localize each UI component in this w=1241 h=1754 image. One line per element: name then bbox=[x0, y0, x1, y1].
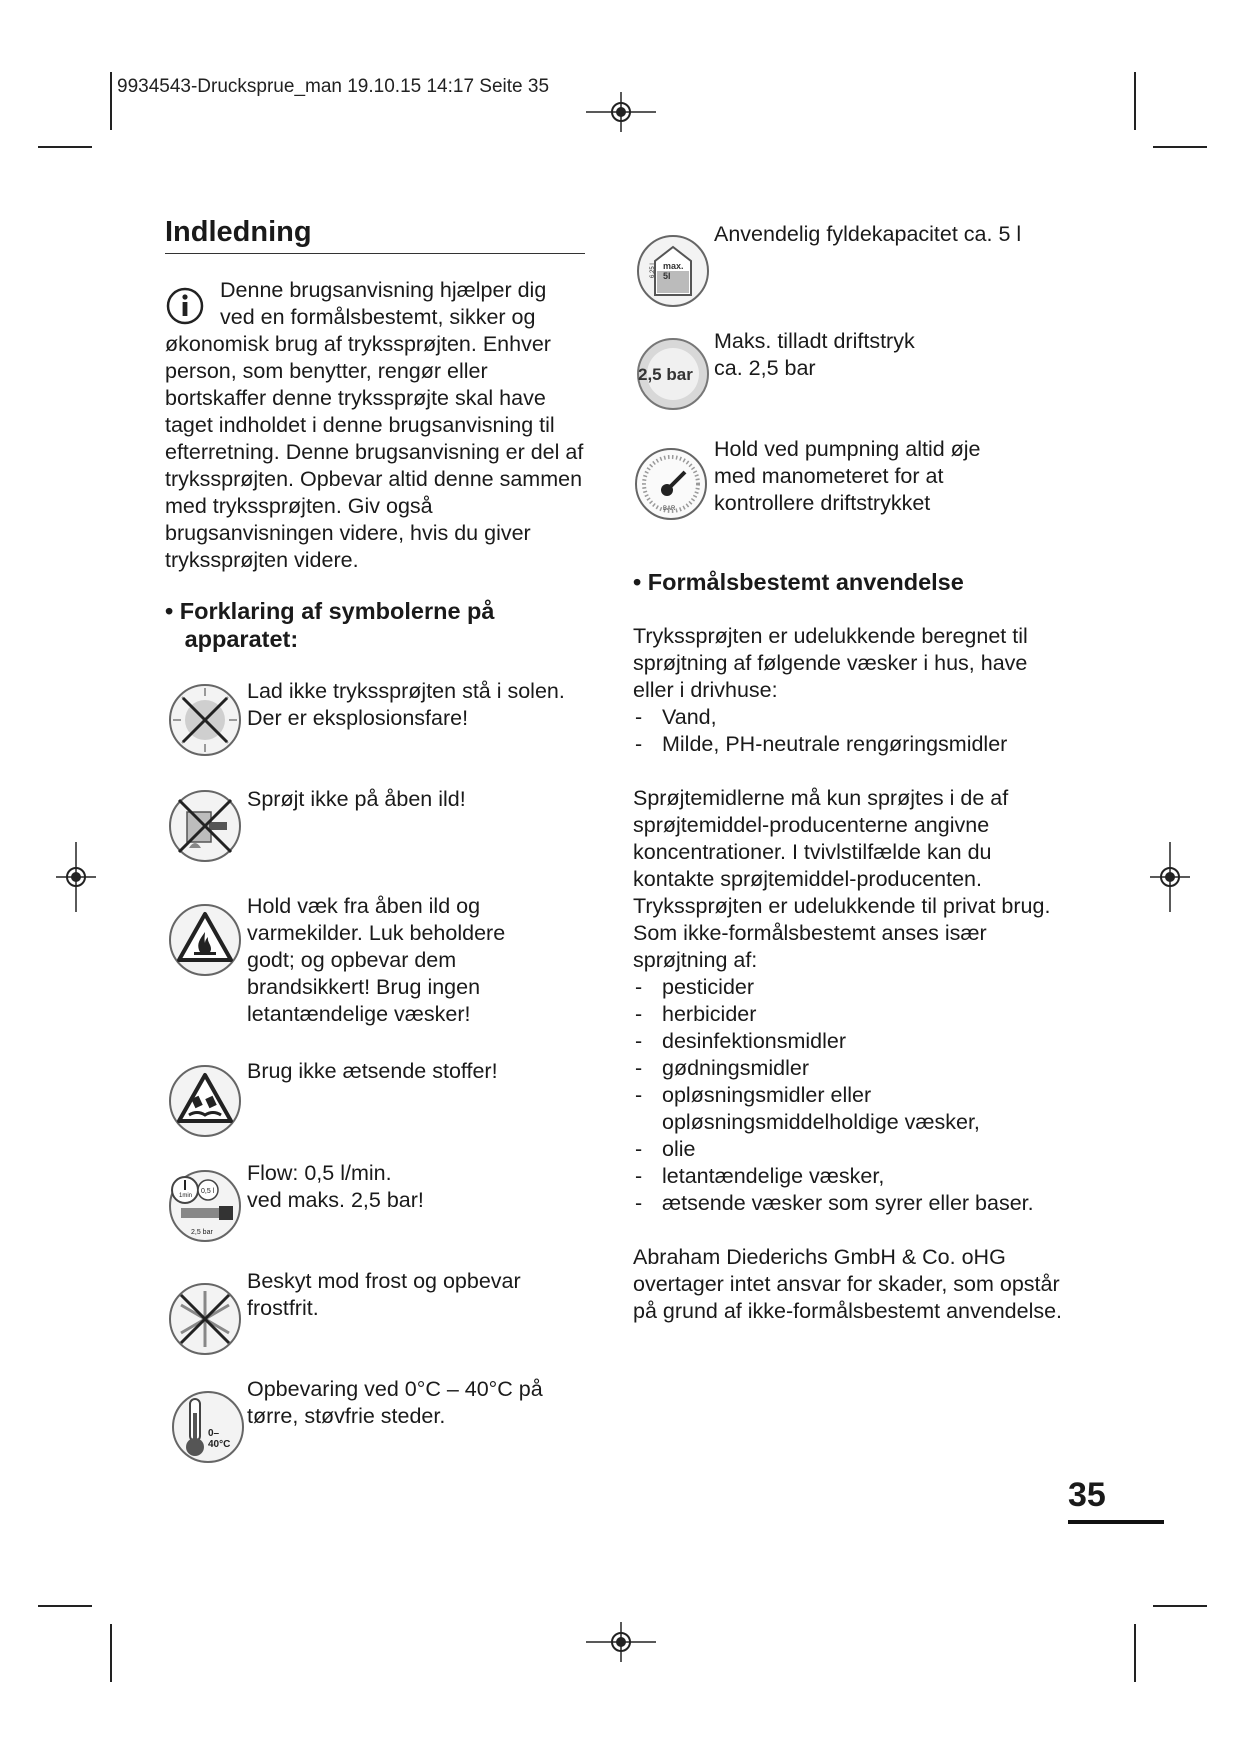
list-item: - letantændelige væsker, bbox=[633, 1163, 1073, 1190]
capacity-level-label: 6,25 l bbox=[650, 263, 656, 278]
symbols-heading: • Forklaring af symbolerne på apparatet: bbox=[165, 598, 495, 652]
registration-mark-top bbox=[586, 92, 656, 132]
page-number-rule bbox=[1068, 1520, 1164, 1524]
purpose-heading: • Formålsbestemt anvendelse bbox=[633, 569, 964, 595]
corrosive-warning-icon bbox=[167, 1063, 243, 1139]
symbol-text: Maks. tilladt driftstryk ca. 2,5 bar bbox=[714, 329, 915, 380]
intro-first-lines: Denne brugsanvisning hjælper dig ved en formålsbestemt, sikker og bbox=[220, 278, 547, 329]
list-item: - gødningsmidler bbox=[633, 1055, 1073, 1082]
list-item: - pesticider bbox=[633, 974, 1073, 1001]
capacity-icon bbox=[635, 233, 711, 309]
symbol-text: Brug ikke ætsende stoffer! bbox=[247, 1059, 498, 1083]
symbol-text: Lad ikke trykssprøjten stå i solen. Der er eksplosionsfare! bbox=[247, 679, 565, 730]
intro-rest: økonomisk brug af trykssprøjten. Enhver person, som benytter, rengør eller bortskaffer denne trykssprøjte skal have taget indholdet i denne brugsanvisning til efterretning. Denne brugsanvisning er del af trykssprøjten. Opbevar altid denne sammen med trykssprøjten. Giv også brugsanvisningen videre, hvis du giver trykssprøjten videre. bbox=[165, 332, 584, 572]
symbol-text: Sprøjt ikke på åben ild! bbox=[247, 787, 466, 811]
thermometer-icon bbox=[170, 1389, 246, 1465]
symbol-text: Hold ved pumpning altid øje med manometeret for at kontrollere driftstrykket bbox=[714, 437, 981, 515]
list-item: - ætsende væsker som syrer eller baser. bbox=[633, 1190, 1073, 1217]
disclaimer: Abraham Diederichs GmbH & Co. oHG overtager intet ansvar for skader, som opstår på grund af ikke-formålsbestemt anvendelse. bbox=[633, 1245, 1063, 1323]
list-item: - herbicider bbox=[633, 1001, 1073, 1028]
pressure-badge-label: 2,5 bar bbox=[638, 365, 693, 384]
flow-time-label: 1min bbox=[179, 1193, 193, 1199]
page-number: 35 bbox=[1068, 1476, 1106, 1514]
pressure-badge-icon bbox=[635, 336, 711, 412]
registration-mark-bottom bbox=[586, 1622, 656, 1662]
flow-volume-label: 0,5 l bbox=[201, 1188, 215, 1195]
list-item: - olie bbox=[633, 1136, 1073, 1163]
flammable-warning-icon bbox=[167, 902, 243, 978]
allowed-list bbox=[633, 704, 1073, 758]
manometer-icon bbox=[633, 446, 709, 522]
flow-pressure-label: 2,5 bar bbox=[191, 1229, 213, 1236]
symbol-text: Hold væk fra åben ild og varmekilder. Luk beholdere godt; og opbevar dem brandsikkert! Brug ingen letantændelige væsker! bbox=[247, 894, 506, 1026]
concentration-paragraph: Sprøjtemidlerne må kun sprøjtes i de af sprøjtemiddel-producenterne angivne koncentrationer. I tvivlstilfælde kan du kontakte sprøjtemiddel-producenten. Trykssprøjten er udelukkende til privat brug. bbox=[633, 786, 1051, 918]
print-slug: 9934543-Drucksprue_man 19.10.15 14:17 Seite 35 bbox=[117, 76, 550, 97]
symbol-text: Beskyt mod frost og opbevar frostfrit. bbox=[247, 1269, 521, 1320]
list-item: - opløsningsmidler eller opløsningsmiddelholdige væsker, bbox=[633, 1082, 1073, 1136]
registration-mark-left bbox=[56, 842, 96, 912]
symbol-text: Flow: 0,5 l/min. ved maks. 2,5 bar! bbox=[247, 1161, 424, 1212]
purpose-intro: Trykssprøjten er udelukkende beregnet til sprøjtning af følgende væsker i hus, have eller i drivhuse: bbox=[633, 624, 1028, 702]
not-allowed-list bbox=[633, 974, 1073, 1217]
symbol-text: Opbevaring ved 0°C – 40°C på tørre, støvfrie steder. bbox=[247, 1377, 543, 1428]
list-item: - Milde, PH-neutrale rengøringsmidler bbox=[633, 731, 1073, 758]
list-item: - Vand, bbox=[633, 704, 1073, 731]
not-allowed-intro: Som ikke-formålsbestemt anses især sprøjtning af: bbox=[633, 921, 987, 972]
intro-paragraph bbox=[165, 277, 585, 574]
symbol-text: Anvendelig fyldekapacitet ca. 5 l bbox=[714, 222, 1022, 246]
capacity-max-label: max. 5l bbox=[663, 261, 684, 281]
registration-mark-right bbox=[1150, 842, 1190, 912]
no-sun-icon bbox=[167, 682, 243, 758]
flow-rate-icon bbox=[167, 1168, 243, 1244]
svg-text:0–40°C: 0– 40°C bbox=[208, 1428, 231, 1450]
no-open-fire-icon bbox=[167, 788, 243, 864]
frost-protection-icon bbox=[167, 1281, 243, 1357]
purpose-section bbox=[633, 623, 1073, 1325]
list-item: - desinfektionsmidler bbox=[633, 1028, 1073, 1055]
gauge-unit-label: BAR bbox=[663, 506, 676, 512]
section-title: Indledning bbox=[165, 216, 585, 254]
